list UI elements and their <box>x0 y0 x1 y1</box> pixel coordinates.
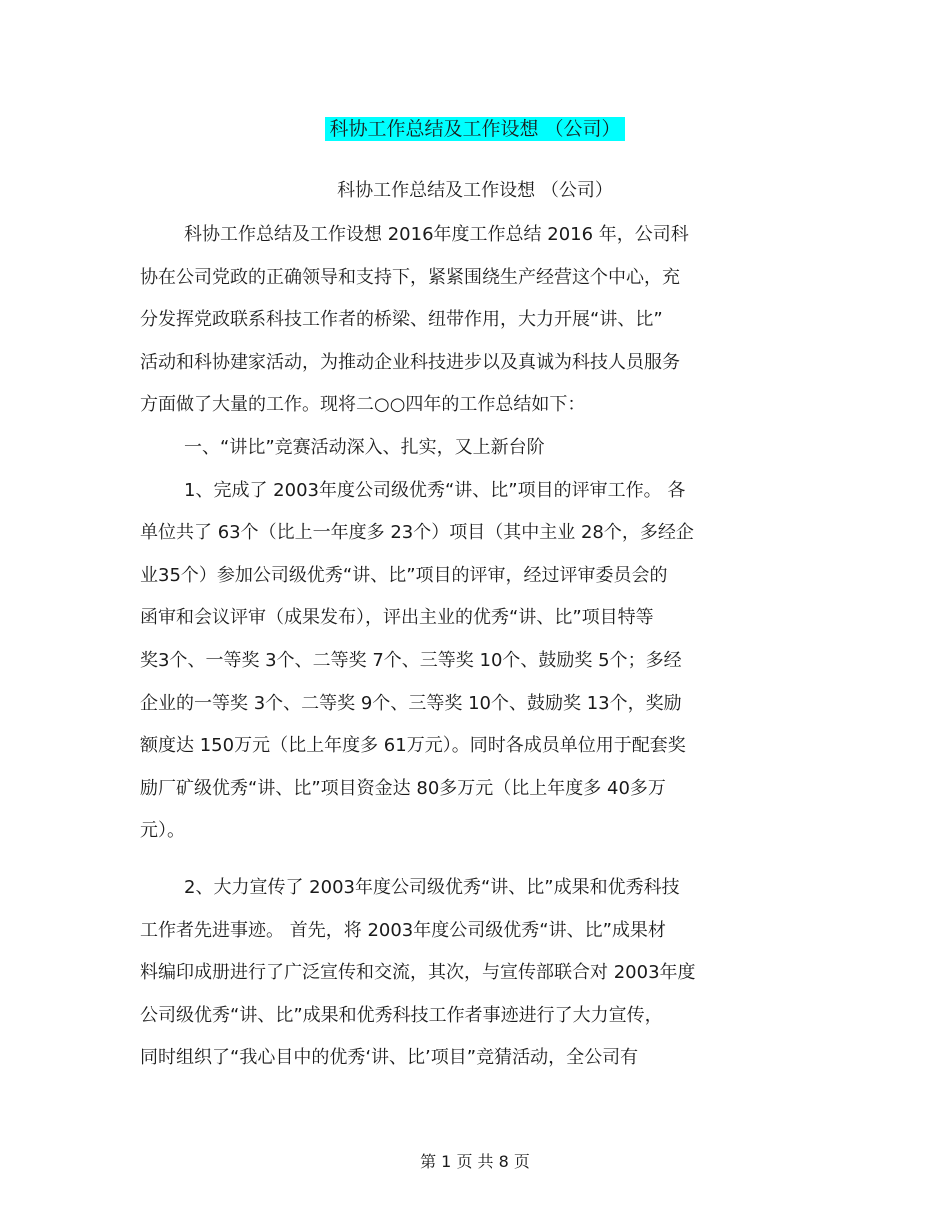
paragraph-line: 励厂矿级优秀“讲、比”项目资金达 80多万元（比上年度多 40多万 <box>140 777 666 799</box>
highlighted-title-text: 科协工作总结及工作设想 （公司） <box>325 117 624 141</box>
paragraph-line: 协在公司党政的正确领导和支持下，紧紧围绕生产经营这个中心，充 <box>140 266 680 288</box>
paragraph-line: 额度达 150万元（比上年度多 61万元）。同时各成员单位用于配套奖 <box>140 735 686 757</box>
paragraph-line: 工作者先进事迹。 首先，将 2003年度公司级优秀“讲、比”成果材 <box>140 919 666 941</box>
paragraph-line: 方面做了大量的工作。现将二○○四年的工作总结如下： <box>140 394 586 416</box>
paragraph-gap <box>140 858 820 872</box>
paragraph-line: 业35个）参加公司级优秀“讲、比”项目的评审，经过评审委员会的 <box>140 564 668 586</box>
paragraph-line: 2、大力宣传了 2003年度公司级优秀“讲、比”成果和优秀科技 <box>184 876 680 898</box>
paragraph-line: 公司级优秀“讲、比”成果和优秀科技工作者事迹进行了大力宣传， <box>140 1004 663 1026</box>
document-title <box>0 114 950 144</box>
document-subtitle: 科协工作总结及工作设想 （公司） <box>337 180 613 201</box>
paragraph-line: 分发挥党政联系科技工作者的桥梁、纽带作用，大力开展“讲、比” <box>140 309 663 331</box>
paragraph-line: 1、完成了 2003年度公司级优秀“讲、比”项目的评审工作。 各 <box>184 479 686 501</box>
paragraph-line: 料编印成册进行了广泛宣传和交流，其次，与宣传部联合对 2003年度 <box>140 962 696 984</box>
paragraph-line: 企业的一等奖 3个、二等奖 9个、三等奖 10个、鼓励奖 13个，奖励 <box>140 692 682 714</box>
paragraph-line: 活动和科协建家活动，为推动企业科技进步以及真诚为科技人员服务 <box>140 351 680 373</box>
paragraph-line: 函审和会议评审（成果发布），评出主业的优秀“讲、比”项目特等 <box>140 607 654 629</box>
paragraph-line: 科协工作总结及工作设想 2016年度工作总结 2016 年，公司科 <box>184 224 689 245</box>
paragraph-line: 元）。 <box>140 820 185 842</box>
document-body <box>140 219 820 1085</box>
paragraph-line: 奖3个、一等奖 3个、二等奖 7个、三等奖 10个、鼓励奖 5个；多经 <box>140 649 682 671</box>
paragraph-line: 单位共了 63个（比上一年度多 23个）项目（其中主业 28个，多经企 <box>140 522 694 544</box>
page-footer: 第 1 页 共 8 页 <box>420 1152 530 1171</box>
paragraph-line: 同时组织了“我心目中的优秀‘讲、比’项目”竞猜活动，全公司有 <box>140 1047 639 1069</box>
section-heading: 一、“讲比”竞赛活动深入、扎实，又上新台阶 <box>184 436 545 458</box>
